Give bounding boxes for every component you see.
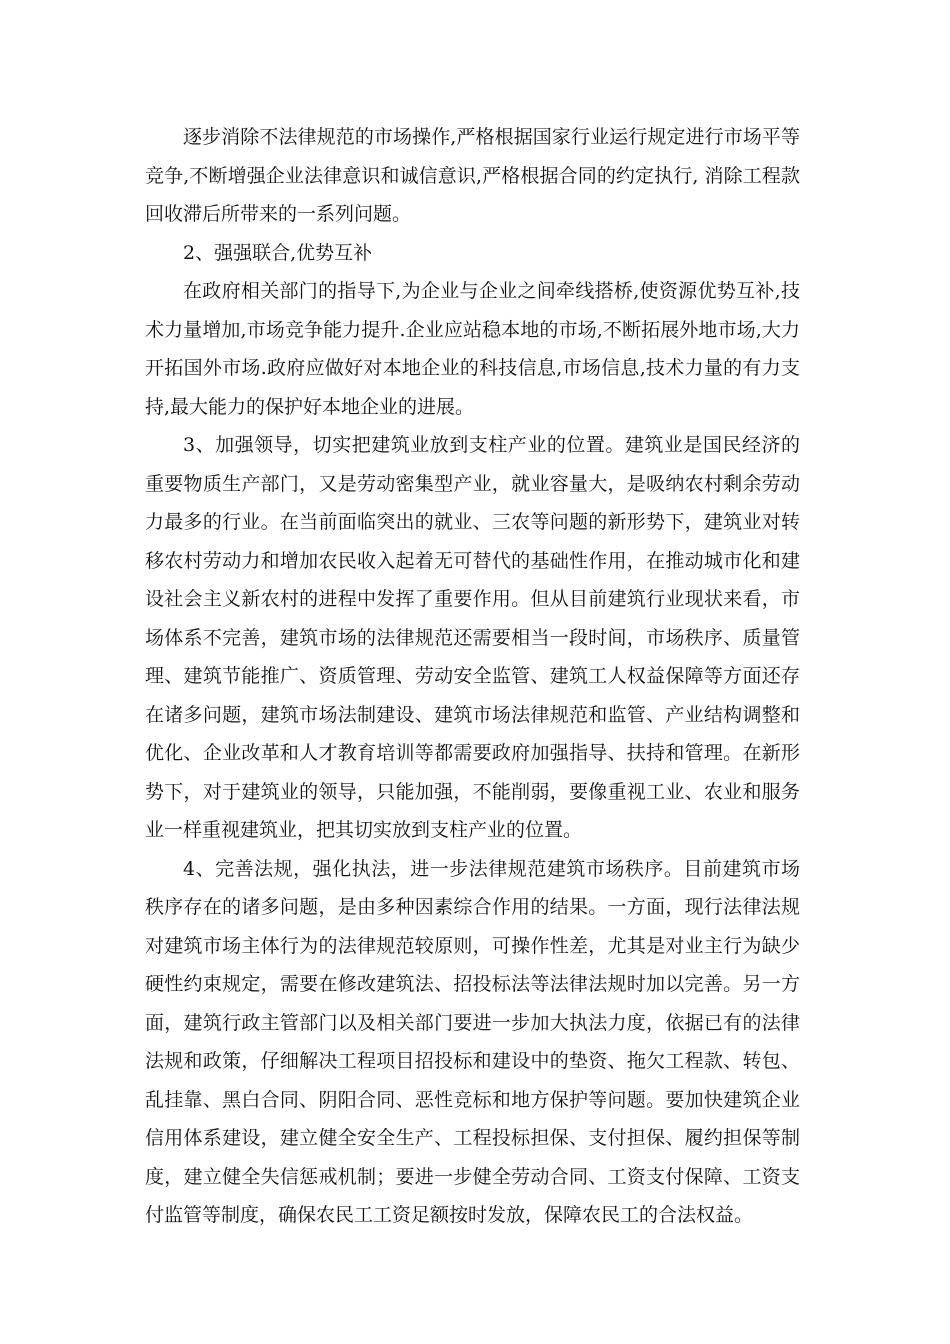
section-heading-joint-strength: 2、强强联合,优势互补	[183, 241, 373, 264]
paragraph-strengthen-leadership: 3、加强领导，切实把建筑业放到支柱产业的位置。建筑业是国民经济的重要物质生产部门，又是劳动密集型产业，就业容量大，是吸纳农村剩余劳动力最多的行业。在当前面临突出的就业、三农等问题的新形势下，建筑业对转移农村劳动力和增加农民收入起着无可替代的基础性作用，在推动城市化和建设社会主义新农村的进程中发挥了重要作用。但从目前建筑行业现状来看，市场体系不完善，建筑市场的法律规范还需要相当一段时间，市场秩序、质量管理、建筑节能推广、资质管理、劳动安全监管、建筑工人权益保障等方面还存在诸多问题，建筑市场法制建设、建筑市场法律规范和监管、产业结构调整和优化、企业改革和人才教育培训等都需要政府加强指导、扶持和管理。在新形势下，对于建筑业的领导，只能加强，不能削弱，要像重视工业、农业和服务业一样重视建筑业，把其切实放到支柱产业的位置。	[145, 434, 800, 841]
paragraph-government-guidance: 在政府相关部门的指导下,为企业与企业之间牵线搭桥,使资源优势互补,技术力量增加,市场竞争能力提升.企业应站稳本地的市场,不断拓展外地市场,大力开拓国外市场.政府应做好对本地企业的科技信息,市场信息,技术力量的有力支持,最大能力的保护好本地企业的进展。	[145, 280, 800, 418]
paragraph-improve-regulations: 4、完善法规，强化执法，进一步法律规范建筑市场秩序。目前建筑市场秩序存在的诸多问题，是由多种因素综合作用的结果。一方面，现行法律法规对建筑市场主体行为的法律规范较原则，可操作性差，尤其是对业主行为缺少硬性约束规定，需要在修改建筑法、招投标法等法律法规时加以完善。另一方面，建筑行政主管部门以及相关部门要进一步加大执法力度，依据已有的法律法规和政策，仔细解决工程项目招投标和建设中的垫资、拖欠工程款、转包、乱挂靠、黑白合同、阴阳合同、恶性竞标和地方保护等问题。要加快建筑企业信用体系建设，建立健全安全生产、工程投标担保、支付担保、履约担保等制度，建立健全失信惩戒机制；要进一步健全劳动合同、工资支付保障、工资支付监管等制度，确保农民工工资足额按时发放，保障农民工的合法权益。	[145, 857, 800, 1226]
paragraph-market-regulation: 逐步消除不法律规范的市场操作,严格根据国家行业运行规定进行市场平等竞争,不断增强企业法律意识和诚信意识,严格根据合同的约定执行, 消除工程款回收滞后所带来的一系列问题。	[145, 126, 800, 225]
document-body	[145, 118, 800, 1235]
